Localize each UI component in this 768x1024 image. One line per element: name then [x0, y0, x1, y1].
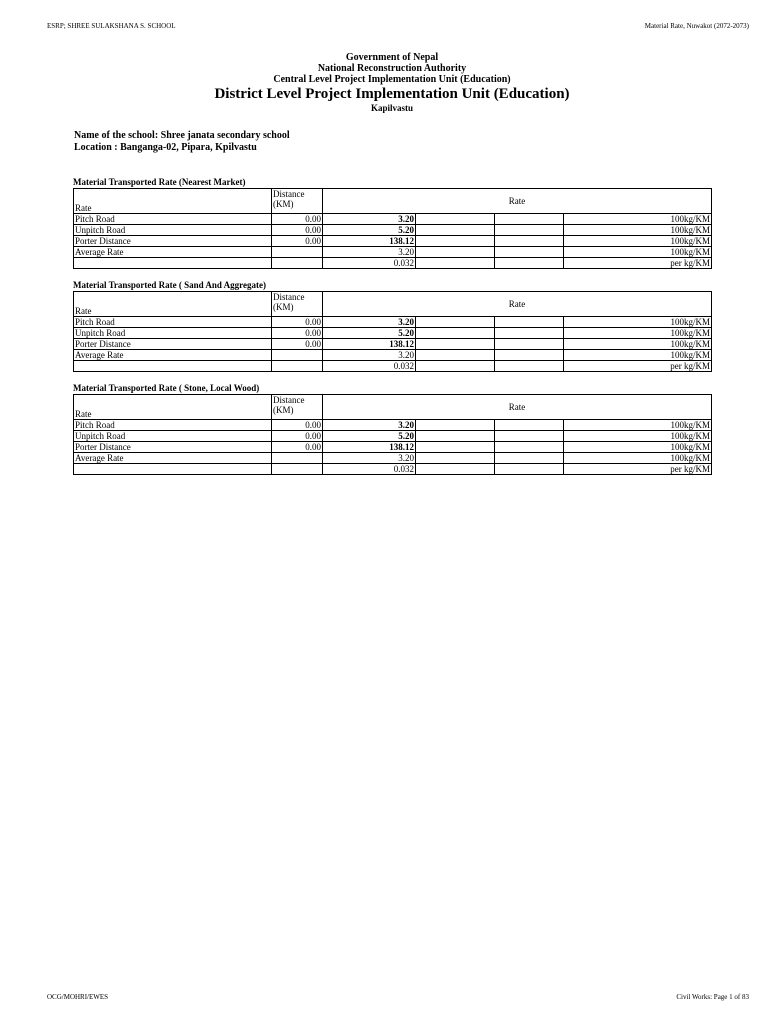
- table-row: [74, 453, 712, 464]
- table-row: [74, 361, 712, 372]
- empty-cell: [495, 464, 564, 475]
- row-unit: per kg/KM: [564, 464, 712, 475]
- table-row: [74, 214, 712, 225]
- rate-section-nearest-market: [73, 177, 711, 269]
- header-rate-column: Rate: [323, 189, 712, 214]
- row-rate: 3.20: [323, 317, 416, 328]
- header-rate: Rate: [74, 292, 272, 317]
- empty-cell: [495, 258, 564, 269]
- row-unit: per kg/KM: [564, 361, 712, 372]
- row-distance: 0.00: [272, 442, 323, 453]
- header-rate: Rate: [74, 395, 272, 420]
- table-row: [74, 317, 712, 328]
- section-title: Material Transported Rate (Nearest Market): [73, 177, 246, 187]
- row-label: Porter Distance: [74, 339, 272, 350]
- rate-table: [73, 394, 712, 475]
- row-distance: 0.00: [272, 339, 323, 350]
- empty-cell: [495, 453, 564, 464]
- row-distance: [272, 258, 323, 269]
- row-unit: 100kg/KM: [564, 420, 712, 431]
- table-row: [74, 442, 712, 453]
- page-footer-right: Civil Works: Page 1 of 83: [676, 993, 749, 1001]
- table-row: [74, 350, 712, 361]
- row-distance: 0.00: [272, 317, 323, 328]
- row-distance: 0.00: [272, 214, 323, 225]
- empty-cell: [416, 214, 495, 225]
- table-row: [74, 258, 712, 269]
- row-rate: 3.20: [323, 420, 416, 431]
- empty-cell: [416, 361, 495, 372]
- title-government: Government of Nepal: [345, 52, 439, 63]
- row-distance: 0.00: [272, 225, 323, 236]
- row-distance: 0.00: [272, 420, 323, 431]
- empty-cell: [495, 317, 564, 328]
- empty-cell: [495, 328, 564, 339]
- empty-cell: [416, 317, 495, 328]
- row-label: Porter Distance: [74, 442, 272, 453]
- table-row: [74, 339, 712, 350]
- empty-cell: [495, 431, 564, 442]
- empty-cell: [416, 350, 495, 361]
- row-unit: per kg/KM: [564, 258, 712, 269]
- row-distance: 0.00: [272, 431, 323, 442]
- row-distance: [272, 350, 323, 361]
- table-row: [74, 420, 712, 431]
- empty-cell: [495, 339, 564, 350]
- rate-section-stone-local-wood: [73, 383, 711, 475]
- empty-cell: [416, 464, 495, 475]
- empty-cell: [416, 225, 495, 236]
- empty-cell: [416, 247, 495, 258]
- row-label: Porter Distance: [74, 236, 272, 247]
- row-rate: 3.20: [323, 214, 416, 225]
- empty-cell: [416, 442, 495, 453]
- header-rate-column: Rate: [323, 395, 712, 420]
- row-label: Average Rate: [74, 453, 272, 464]
- title-authority: National Reconstruction Authority: [317, 63, 467, 74]
- title-central-unit: Central Level Project Implementation Unit (Education): [273, 74, 511, 85]
- row-rate: 5.20: [323, 431, 416, 442]
- row-distance: [272, 361, 323, 372]
- table-row: [74, 431, 712, 442]
- row-unit: 100kg/KM: [564, 442, 712, 453]
- row-unit: 100kg/KM: [564, 236, 712, 247]
- row-label: [74, 361, 272, 372]
- title-district-unit: District Level Project Implementation Unit (Education): [214, 86, 570, 102]
- document-title-block: [74, 52, 710, 113]
- row-unit: 100kg/KM: [564, 431, 712, 442]
- row-unit: 100kg/KM: [564, 247, 712, 258]
- row-unit: 100kg/KM: [564, 328, 712, 339]
- empty-cell: [495, 214, 564, 225]
- row-label: Unpitch Road: [74, 431, 272, 442]
- school-info: [74, 130, 290, 154]
- row-unit: 100kg/KM: [564, 214, 712, 225]
- section-title: Material Transported Rate ( Sand And Aggregate): [73, 280, 266, 290]
- row-rate: 138.12: [323, 236, 416, 247]
- empty-cell: [495, 442, 564, 453]
- empty-cell: [495, 361, 564, 372]
- empty-cell: [416, 236, 495, 247]
- empty-cell: [495, 236, 564, 247]
- row-rate: 138.12: [323, 442, 416, 453]
- row-label: Average Rate: [74, 350, 272, 361]
- row-rate: 5.20: [323, 328, 416, 339]
- row-unit: 100kg/KM: [564, 225, 712, 236]
- row-rate: 0.032: [323, 464, 416, 475]
- row-distance: 0.00: [272, 236, 323, 247]
- rate-table: [73, 188, 712, 269]
- row-rate: 3.20: [323, 247, 416, 258]
- row-distance: [272, 453, 323, 464]
- row-rate: 0.032: [323, 361, 416, 372]
- empty-cell: [416, 453, 495, 464]
- table-row: [74, 328, 712, 339]
- table-header-row: [74, 292, 712, 317]
- row-label: Unpitch Road: [74, 328, 272, 339]
- empty-cell: [495, 225, 564, 236]
- row-label: Pitch Road: [74, 214, 272, 225]
- row-unit: 100kg/KM: [564, 317, 712, 328]
- rate-section-sand-aggregate: [73, 280, 711, 372]
- table-header-row: [74, 189, 712, 214]
- page-header-right: Material Rate, Nuwakot (2072-2073): [644, 22, 749, 30]
- row-unit: 100kg/KM: [564, 350, 712, 361]
- empty-cell: [495, 247, 564, 258]
- row-label: Average Rate: [74, 247, 272, 258]
- title-district: Kapilvastu: [370, 103, 413, 113]
- row-distance: 0.00: [272, 328, 323, 339]
- header-distance: Distance (KM): [272, 395, 323, 420]
- empty-cell: [416, 328, 495, 339]
- empty-cell: [416, 339, 495, 350]
- table-row: [74, 225, 712, 236]
- school-name: Name of the school: Shree janata secondary school: [74, 130, 290, 141]
- row-distance: [272, 247, 323, 258]
- row-unit: 100kg/KM: [564, 339, 712, 350]
- row-distance: [272, 464, 323, 475]
- header-distance: Distance (KM): [272, 189, 323, 214]
- row-rate: 5.20: [323, 225, 416, 236]
- row-label: Pitch Road: [74, 317, 272, 328]
- empty-cell: [495, 350, 564, 361]
- header-rate-column: Rate: [323, 292, 712, 317]
- row-rate: 3.20: [323, 350, 416, 361]
- empty-cell: [416, 420, 495, 431]
- school-location: Location : Banganga-02, Pipara, Kpilvastu: [74, 142, 257, 153]
- table-header-row: [74, 395, 712, 420]
- empty-cell: [416, 431, 495, 442]
- row-rate: 3.20: [323, 453, 416, 464]
- table-row: [74, 247, 712, 258]
- section-title: Material Transported Rate ( Stone, Local Wood): [73, 383, 260, 393]
- row-rate: 0.032: [323, 258, 416, 269]
- table-row: [74, 236, 712, 247]
- row-rate: 138.12: [323, 339, 416, 350]
- empty-cell: [495, 420, 564, 431]
- row-label: Unpitch Road: [74, 225, 272, 236]
- row-label: [74, 464, 272, 475]
- row-unit: 100kg/KM: [564, 453, 712, 464]
- header-rate: Rate: [74, 189, 272, 214]
- page-footer-left: OCG/MOHRI/EWES: [47, 993, 109, 1001]
- empty-cell: [416, 258, 495, 269]
- header-distance: Distance (KM): [272, 292, 323, 317]
- rate-table: [73, 291, 712, 372]
- table-row: [74, 464, 712, 475]
- row-label: Pitch Road: [74, 420, 272, 431]
- page-header-left: ESRP; SHREE SULAKSHANA S. SCHOOL: [47, 22, 176, 30]
- row-label: [74, 258, 272, 269]
